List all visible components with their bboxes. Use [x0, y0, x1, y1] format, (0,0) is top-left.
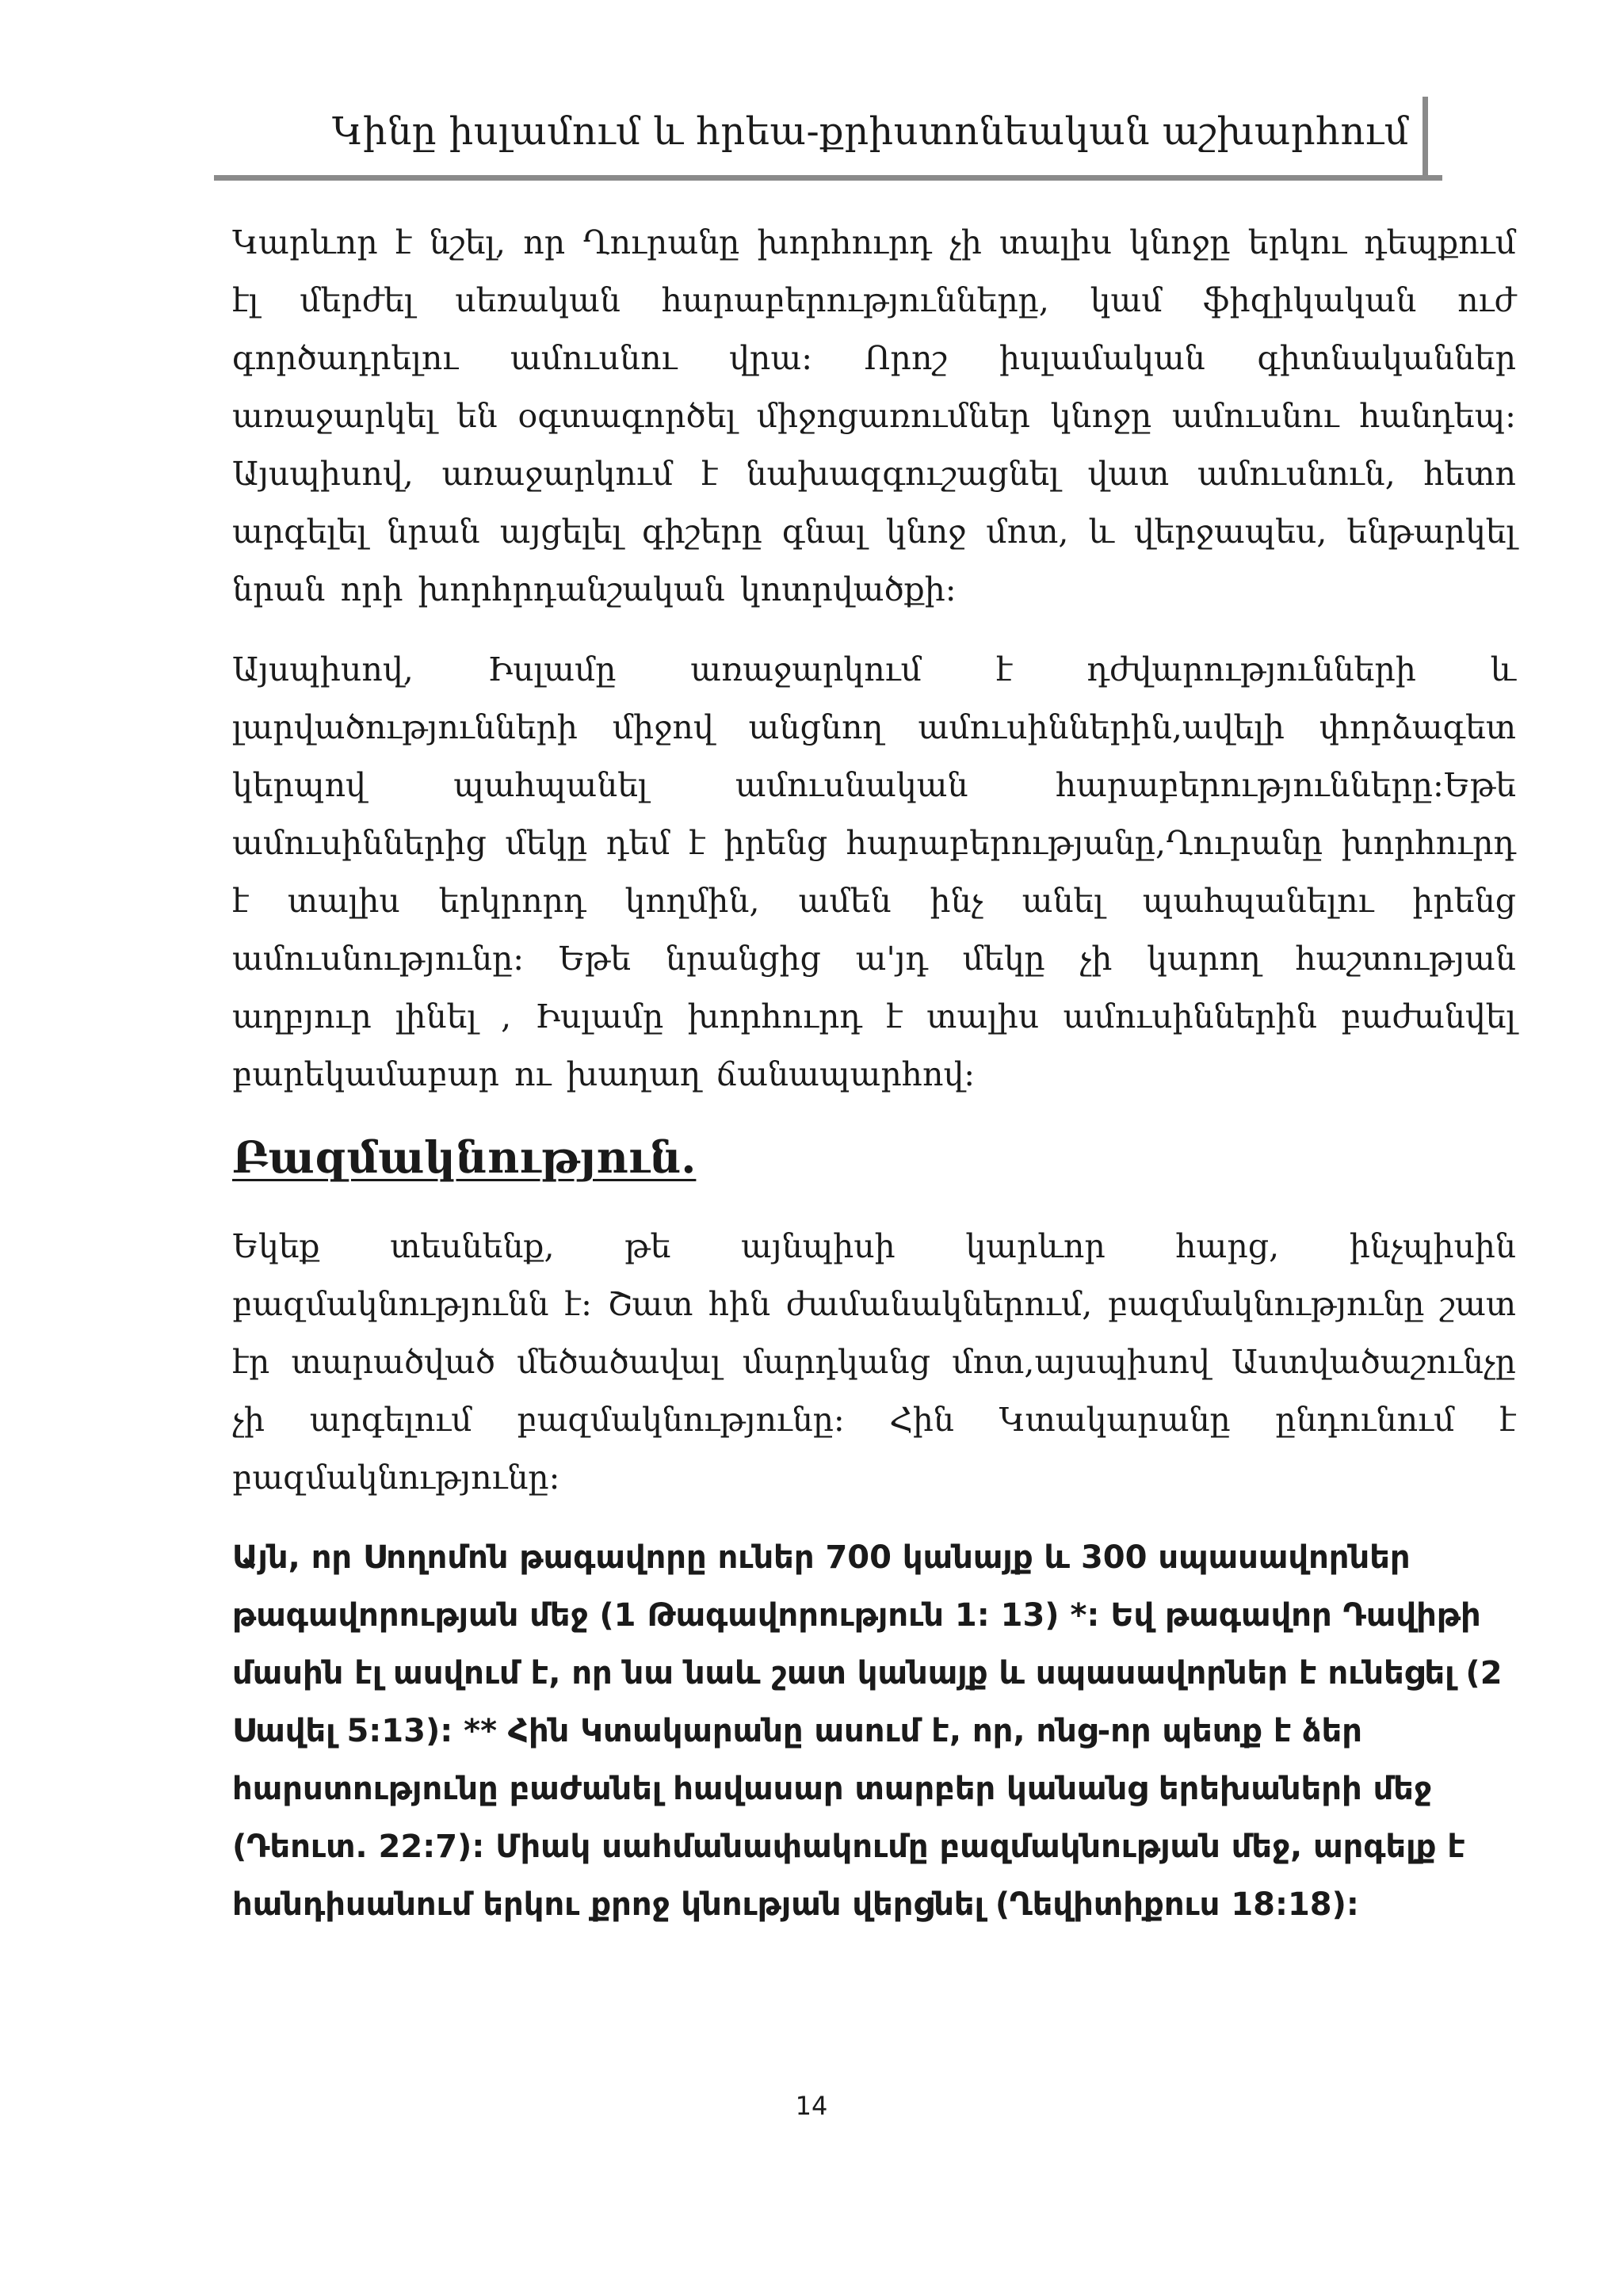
body-paragraph: Այսպիսով, Իսլամը առաջարկում է դժվարությունների և լարվածությունների միջով անցնող ամուսիններին,ավելի փորձագետ կերպով պահպանել ամուսնական հարաբերությունները:Եթե ամուսիններից մեկը դեմ է իրենց հարաբերությանը,Ղուրանը խորհուրդ է տալիս երկրորդ կողմին, ամեն ինչ անել պահպանելու իրենց ամուսնությունը: Եթե նրանցից ա'յդ մեկը չի կարող հաշտության աղբյուր լինել , Իսլամը խորհուրդ է տալիս ամուսիններին բաժանվել բարեկամաբար ու խաղաղ ճանապարհով:: [232, 650, 1516, 1093]
bold-paragraph: Այն, որ Սողոմոն թագավորը ուներ 700 կանայք և 300 սպասավորներ թագավորության մեջ (1 Թագավորություն 1: 13) *: Եվ թագավոր Դավիթի մասին էլ ասվում է, որ նա նաև շատ կանայք և սպասավորներ է ունեցել (2 Սավել 5:13): ** Հին Կտակարանը ասում է, որ, ոնց-որ պետք է ձեր հարստությունը բաժանել հավասար տարբեր կանանց երեխաների մեջ (Դեուտ. 22:7): Միակ սահմանափակումը բազմակնության մեջ, արգելք է հանդիսանում երկու քրոջ կնության վերցնել (Ղեվիտիքուս 18:18):: [232, 1539, 1503, 1923]
header-title: Կինը իսլամում և հրեա-քրիստոնեական աշխարհում: [331, 109, 1409, 154]
header-vertical-rule: [1423, 97, 1428, 181]
section-heading: Բազմակնություն.: [232, 1131, 697, 1183]
running-header: [214, 93, 1442, 181]
page-number: 14: [795, 2091, 828, 2121]
section-paragraph: Եկեք տեսնենք, թե այնպիսի կարևոր հարց, ինչպիսին բազմակնությունն է: Շատ հին ժամանակներում, բազմակնությունը շատ էր տարածված մեծածավալ մարդկանց մոտ,այսպիսով Աստվածաշունչը չի արգելում բազմակնությունը: Հին Կտակարանը ընդունում է բազմակնությունը:: [232, 1227, 1516, 1497]
page-body: [232, 214, 1516, 1934]
header-rule: [214, 175, 1442, 181]
body-paragraph: Կարևոր է նշել, որ Ղուրանը խորհուրդ չի տալիս կնոջը երկու դեպքում էլ մերժել սեռական հարաբերությունները, կամ ֆիզիկական ուժ գործադրելու ամուսնու վրա: Որոշ իսլամական գիտնականներ առաջարկել են օգտագործել միջոցառումներ կնոջը ամուսնու հանդեպ: Այսպիսով, առաջարկում է նախազգուշացնել վատ ամուսնուն, հետո արգելել նրան այցելել գիշերը գնալ կնոջ մոտ, և վերջապես, ենթարկել նրան որի խորհրդանշական կոտրվածքի:: [232, 223, 1516, 608]
